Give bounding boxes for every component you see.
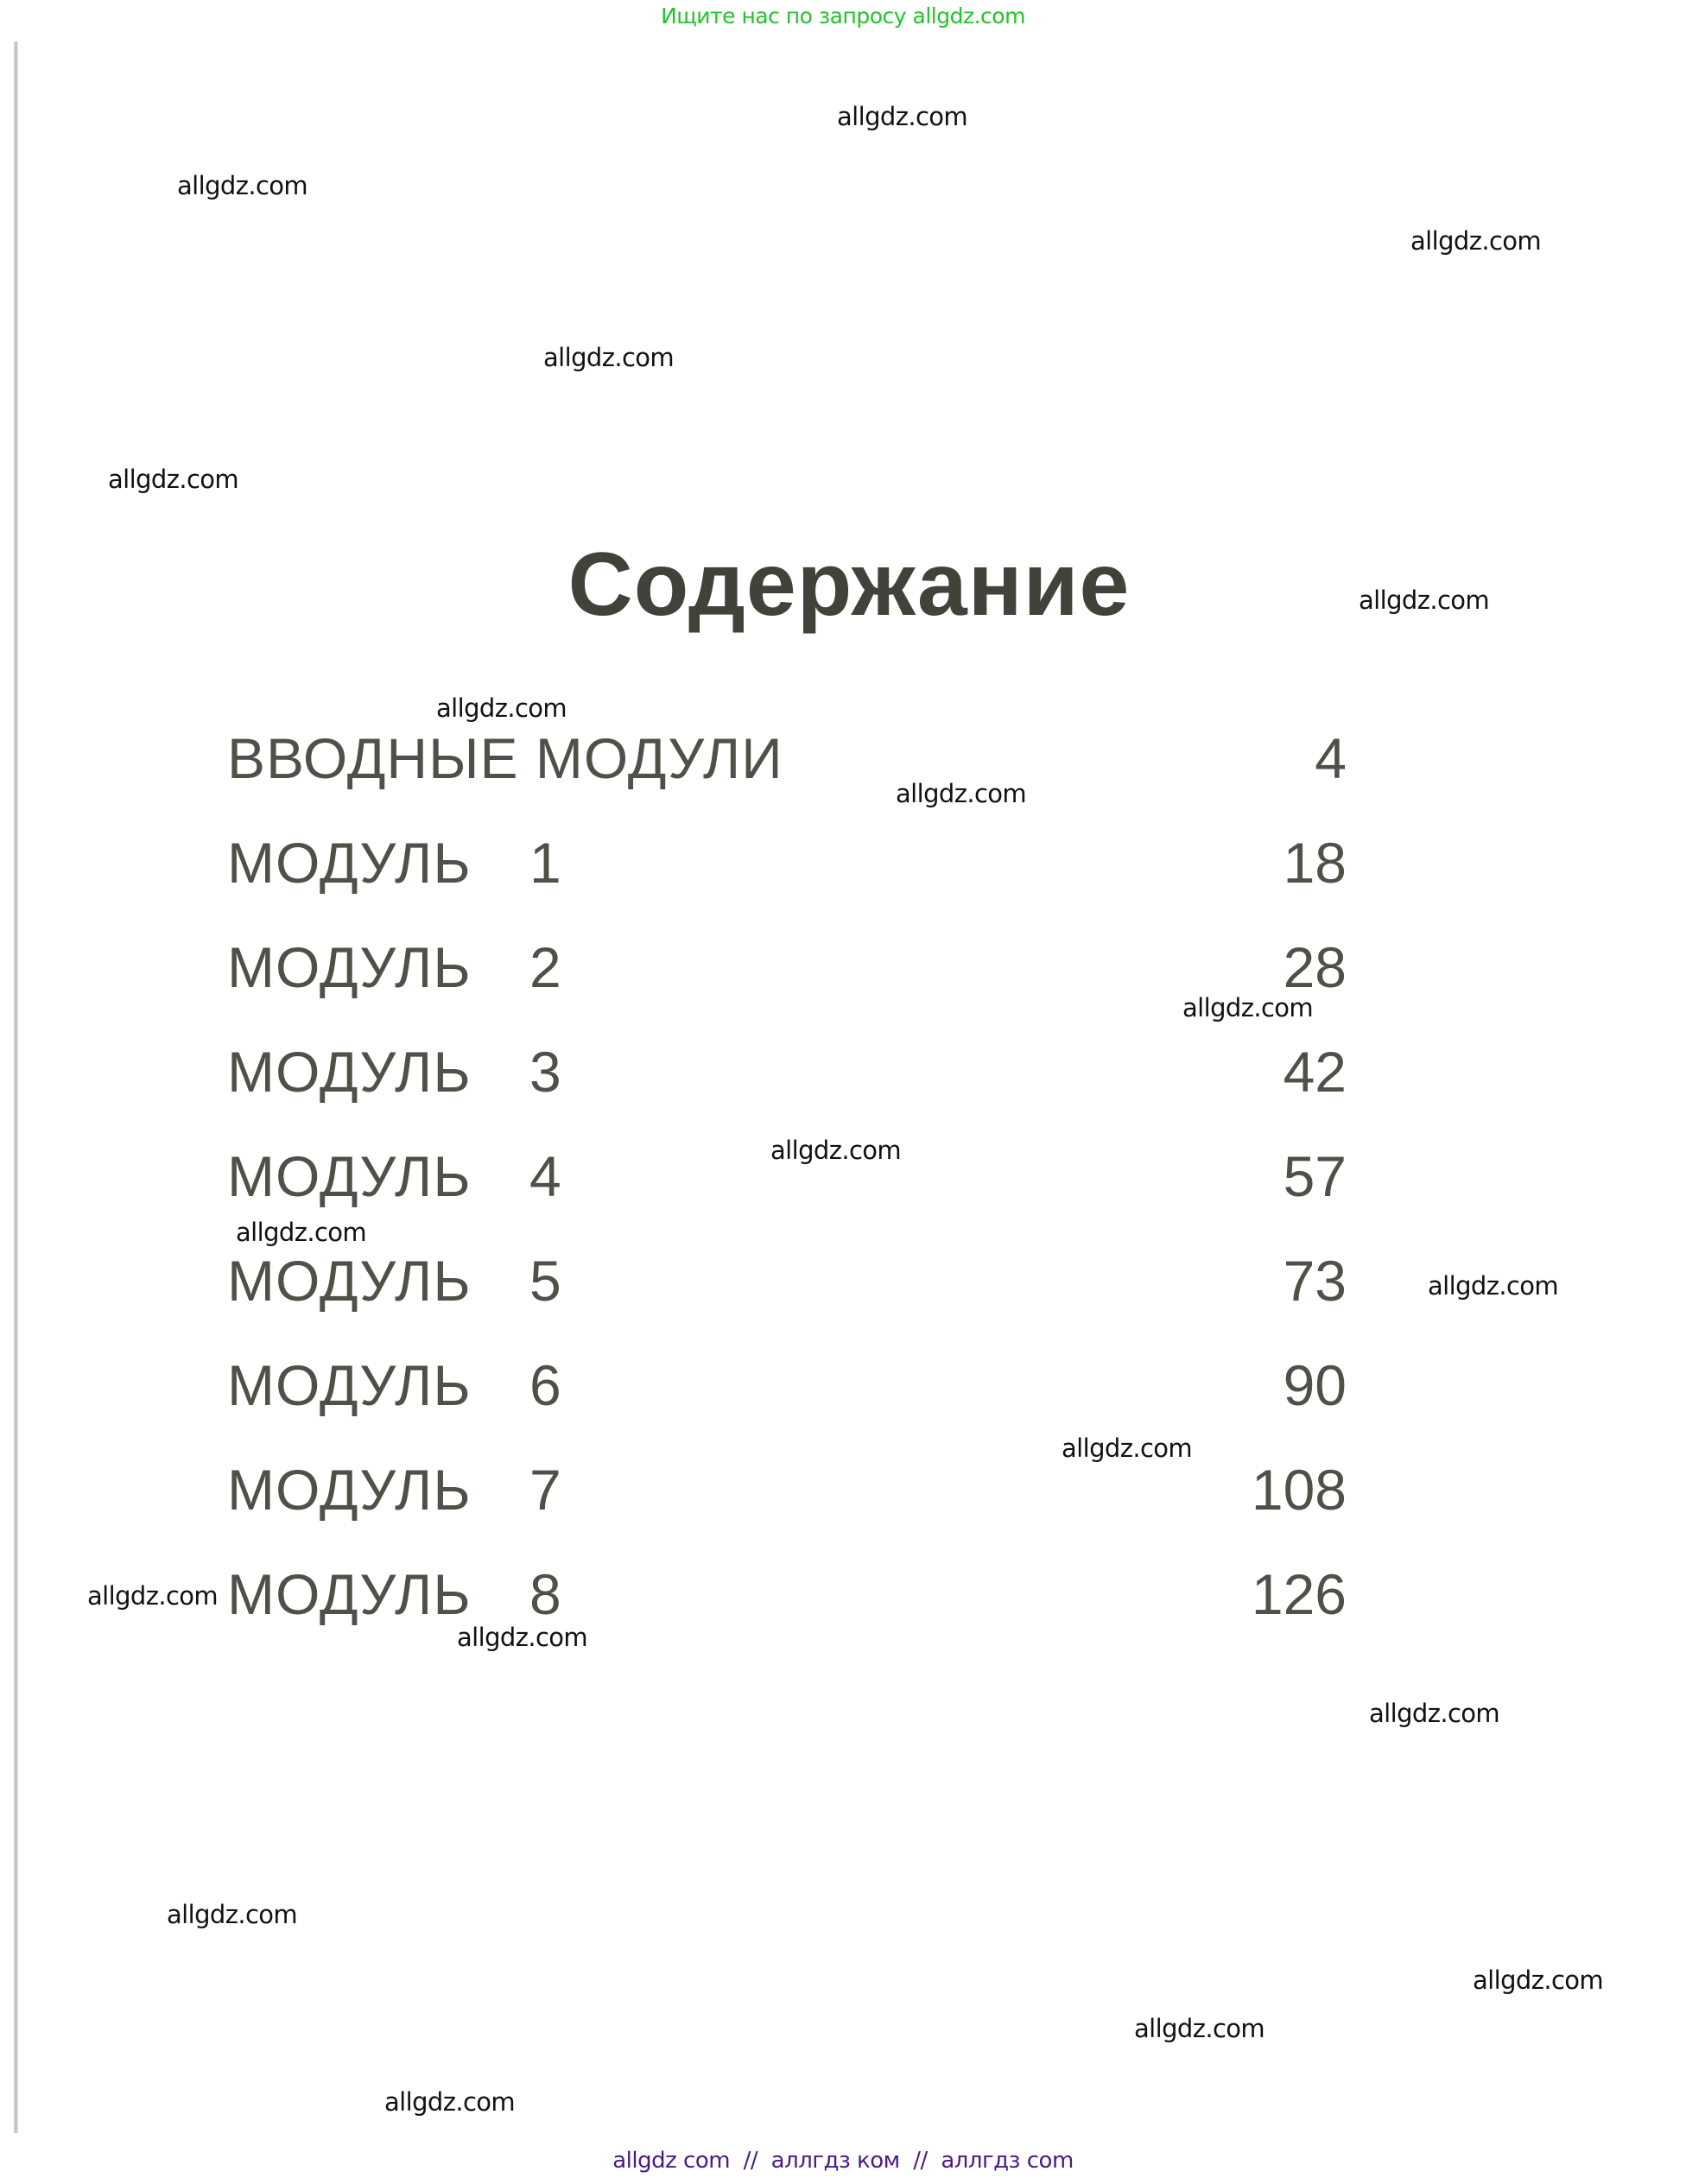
toc-label: МОДУЛЬ bbox=[227, 935, 472, 999]
watermark-text: allgdz.com bbox=[837, 102, 968, 131]
watermark-text: allgdz.com bbox=[87, 1581, 219, 1611]
toc-module-number: 3 bbox=[529, 1040, 561, 1104]
toc-label: МОДУЛЬ bbox=[227, 1144, 472, 1208]
watermark-text: allgdz.com bbox=[896, 779, 1027, 808]
watermark-text: allgdz.com bbox=[167, 1900, 298, 1929]
toc-row-module-2 bbox=[227, 933, 1347, 1037]
watermark-text: allgdz.com bbox=[384, 2087, 516, 2117]
watermark-text: allgdz.com bbox=[1428, 1271, 1559, 1301]
watermark-text: allgdz.com bbox=[457, 1623, 588, 1652]
toc-page-number: 126 bbox=[1251, 1562, 1347, 1626]
watermark-text: allgdz.com bbox=[177, 171, 308, 200]
toc-row-intro bbox=[227, 724, 1347, 828]
watermark-text: allgdz.com bbox=[108, 465, 239, 494]
watermark-text: allgdz.com bbox=[236, 1218, 367, 1247]
toc-page-number: 18 bbox=[1283, 831, 1347, 895]
page-binding-edge bbox=[14, 41, 18, 2133]
watermark-text: allgdz.com bbox=[436, 693, 567, 723]
toc-row-module-3 bbox=[227, 1037, 1347, 1142]
toc-label: МОДУЛЬ bbox=[227, 1249, 472, 1313]
toc-label: МОДУЛЬ bbox=[227, 1040, 472, 1104]
toc-row-module-5 bbox=[227, 1246, 1347, 1351]
toc-page-number: 57 bbox=[1283, 1144, 1347, 1208]
toc-page-number: 4 bbox=[1315, 726, 1347, 790]
toc-module-number: 1 bbox=[529, 831, 561, 895]
watermark-text: allgdz.com bbox=[770, 1136, 902, 1165]
search-banner: Ищите нас по запросу allgdz.com bbox=[661, 3, 1025, 28]
watermark-text: allgdz.com bbox=[1410, 226, 1542, 256]
watermark-text: allgdz.com bbox=[1369, 1699, 1500, 1728]
footer-watermark: allgdz com // аллгдз ком // аллгдз com bbox=[612, 2148, 1074, 2174]
toc-module-number: 5 bbox=[529, 1249, 561, 1313]
toc-row-module-8 bbox=[227, 1560, 1347, 1664]
toc-page-number: 28 bbox=[1283, 935, 1347, 999]
toc-page-number: 90 bbox=[1283, 1353, 1347, 1417]
toc-page-number: 73 bbox=[1283, 1249, 1347, 1313]
toc-label: МОДУЛЬ bbox=[227, 1562, 472, 1626]
toc-module-number: 4 bbox=[529, 1144, 561, 1208]
watermark-text: allgdz.com bbox=[1473, 1966, 1604, 1995]
toc-module-number: 6 bbox=[529, 1353, 561, 1417]
toc-module-number: 8 bbox=[529, 1562, 561, 1626]
watermark-text: allgdz.com bbox=[1134, 2014, 1265, 2043]
toc-page-number: 42 bbox=[1283, 1040, 1347, 1104]
toc-label: МОДУЛЬ bbox=[227, 1458, 472, 1522]
toc-row-module-7 bbox=[227, 1455, 1347, 1560]
watermark-text: allgdz.com bbox=[1359, 586, 1490, 615]
watermark-text: allgdz.com bbox=[1062, 1434, 1193, 1463]
table-of-contents bbox=[227, 724, 1347, 1664]
toc-module-number: 2 bbox=[529, 935, 561, 999]
toc-label: ВВОДНЫЕ МОДУЛИ bbox=[227, 726, 783, 790]
toc-page-number: 108 bbox=[1251, 1458, 1347, 1522]
toc-module-number: 7 bbox=[529, 1458, 561, 1522]
toc-label: МОДУЛЬ bbox=[227, 1353, 472, 1417]
toc-row-module-1 bbox=[227, 828, 1347, 933]
toc-label: МОДУЛЬ bbox=[227, 831, 472, 895]
page-title: Содержание bbox=[567, 535, 1131, 635]
watermark-text: allgdz.com bbox=[543, 343, 675, 372]
watermark-text: allgdz.com bbox=[1182, 993, 1314, 1022]
